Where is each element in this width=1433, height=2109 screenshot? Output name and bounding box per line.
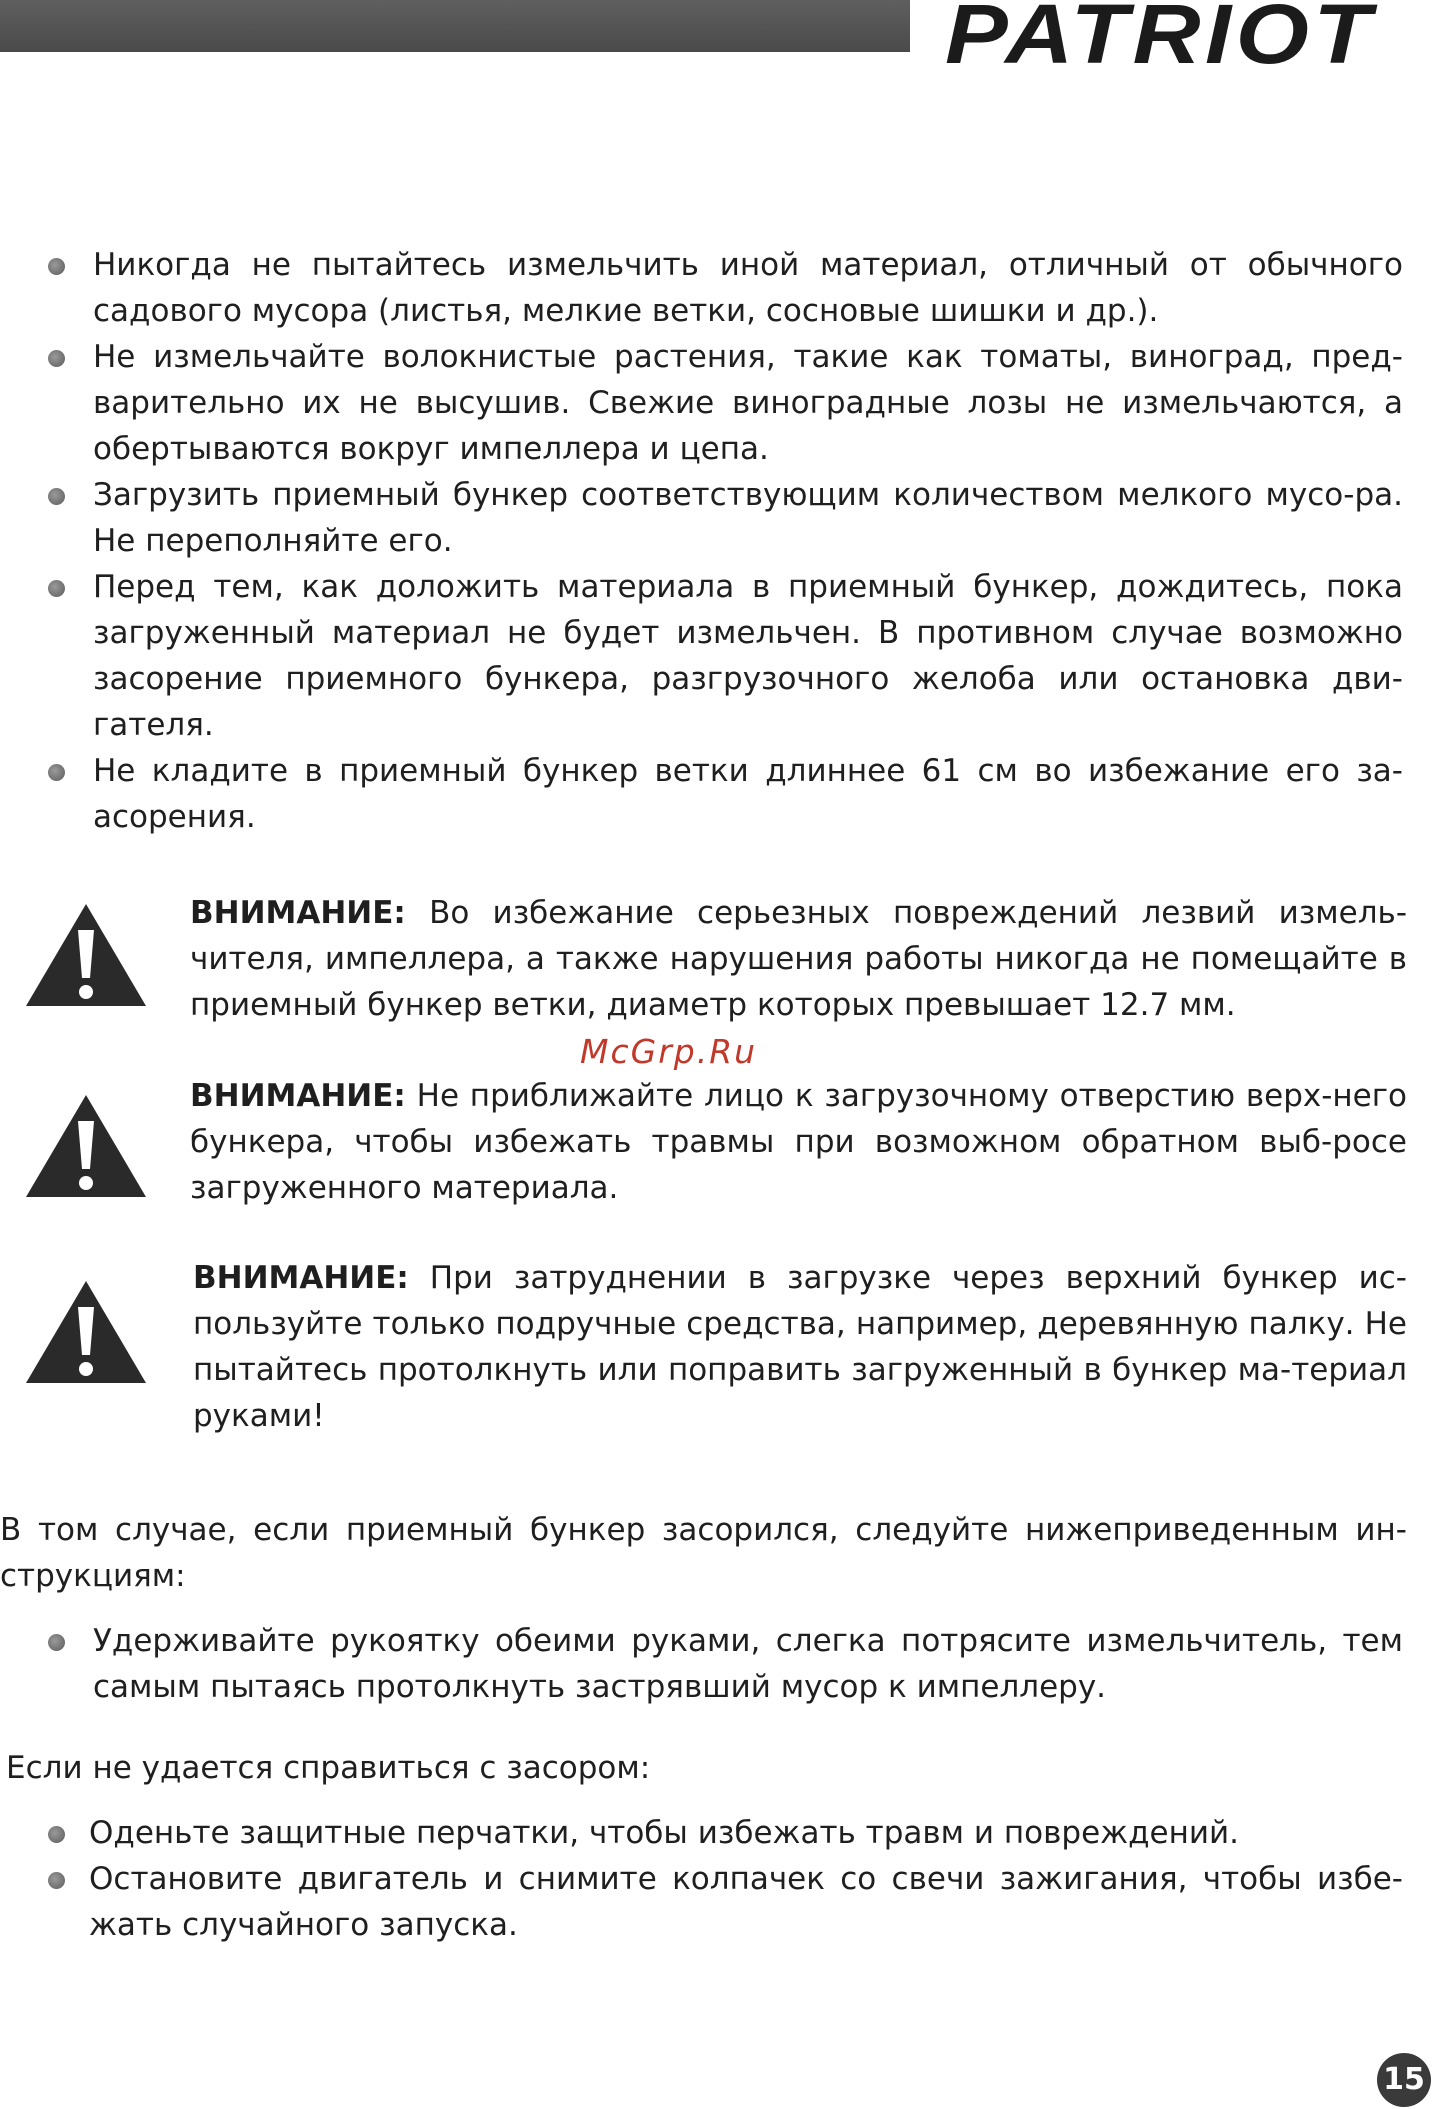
bullet-list-top xyxy=(0,242,1433,840)
list-item-text: Не измельчайте волокнистые растения, такие как томаты, виноград, пред-варительно их не высушив. Свежие виноградные лозы не измельчаются, а обертываются вокруг импеллера и цепа. xyxy=(93,339,1403,467)
bullet-icon xyxy=(48,580,65,597)
list-item-text: Остановите двигатель и снимите колпачек со свечи зажигания, чтобы избе-жать случайного запуска. xyxy=(89,1861,1403,1943)
page-number: 15 xyxy=(1377,2053,1431,2107)
brand-logo: PATRIOT xyxy=(945,0,1376,81)
warning-body: Не приближайте лицо к загрузочному отверстию верх-него бункера, чтобы избежать травмы при возможном обратном выб-росе загруженного материала. xyxy=(190,1078,1407,1206)
list-item-text: Перед тем, как доложить материала в приемный бункер, дождитесь, пока загруженный материал не будет измельчен. В противном случае возможно засорение приемного бункера, разгрузочного желоба или остановка дви-гателя. xyxy=(93,569,1403,743)
bullet-icon xyxy=(48,350,65,367)
warning-label: ВНИМАНИЕ: xyxy=(193,1260,409,1296)
list-item-text: Оденьте защитные перчатки, чтобы избежать травм и повреждений. xyxy=(89,1815,1240,1851)
warning-label: ВНИМАНИЕ: xyxy=(190,1078,406,1114)
list-item xyxy=(0,748,1433,840)
header-bar xyxy=(0,0,910,52)
list-item-text: Не кладите в приемный бункер ветки длиннее 61 см во избежание его за-асорения. xyxy=(93,753,1403,835)
warning-label: ВНИМАНИЕ: xyxy=(190,895,406,931)
list-item xyxy=(0,472,1433,564)
bullet-icon xyxy=(48,1872,65,1889)
list-item xyxy=(0,1810,1433,1856)
list-item xyxy=(0,334,1433,472)
warning-triangle-icon xyxy=(22,900,150,1010)
warning-text xyxy=(190,890,1407,1028)
bullet-icon xyxy=(48,1634,65,1651)
bullet-icon xyxy=(48,764,65,781)
warning-body: При затруднении в загрузке через верхний бункер ис-пользуйте только подручные средства, например, деревянную палку. Не пытайтесь протолкнуть или поправить загруженный в бункер ма-териал руками! xyxy=(193,1260,1407,1434)
list-item-text: Удерживайте рукоятку обеими руками, слегка потрясите измельчитель, тем самым пытаясь протолкнуть застрявший мусор к импеллеру. xyxy=(93,1623,1403,1705)
bullet-list-fail xyxy=(0,1810,1433,1948)
watermark: McGrp.Ru xyxy=(580,1032,758,1071)
fail-intro-paragraph: Если не удается справиться с засором: xyxy=(6,1750,651,1786)
list-item xyxy=(0,242,1433,334)
warning-body: Во избежание серьезных повреждений лезвий измель-чителя, импеллера, а также нарушения работы никогда не помещайте в приемный бункер ветки, диаметр которых превышает 12.7 мм. xyxy=(190,895,1407,1023)
warning-text xyxy=(193,1255,1407,1439)
bullet-icon xyxy=(48,258,65,275)
list-item-text: Загрузить приемный бункер соответствующим количеством мелкого мусо-ра. Не переполняйте его. xyxy=(93,477,1403,559)
list-item xyxy=(0,1856,1433,1948)
clog-intro-paragraph: В том случае, если приемный бункер засорился, следуйте нижеприведенным ин-струкциям: xyxy=(0,1512,1407,1594)
list-item xyxy=(0,1618,1433,1710)
bullet-icon xyxy=(48,1826,65,1843)
warning-triangle-icon xyxy=(22,1277,150,1387)
list-item-text: Никогда не пытайтесь измельчить иной материал, отличный от обычного садового мусора (листья, мелкие ветки, сосновые шишки и др.). xyxy=(93,247,1403,329)
warning-text xyxy=(190,1073,1407,1211)
bullet-icon xyxy=(48,488,65,505)
bullet-list-clog xyxy=(0,1618,1433,1710)
warning-triangle-icon xyxy=(22,1091,150,1201)
list-item xyxy=(0,564,1433,748)
